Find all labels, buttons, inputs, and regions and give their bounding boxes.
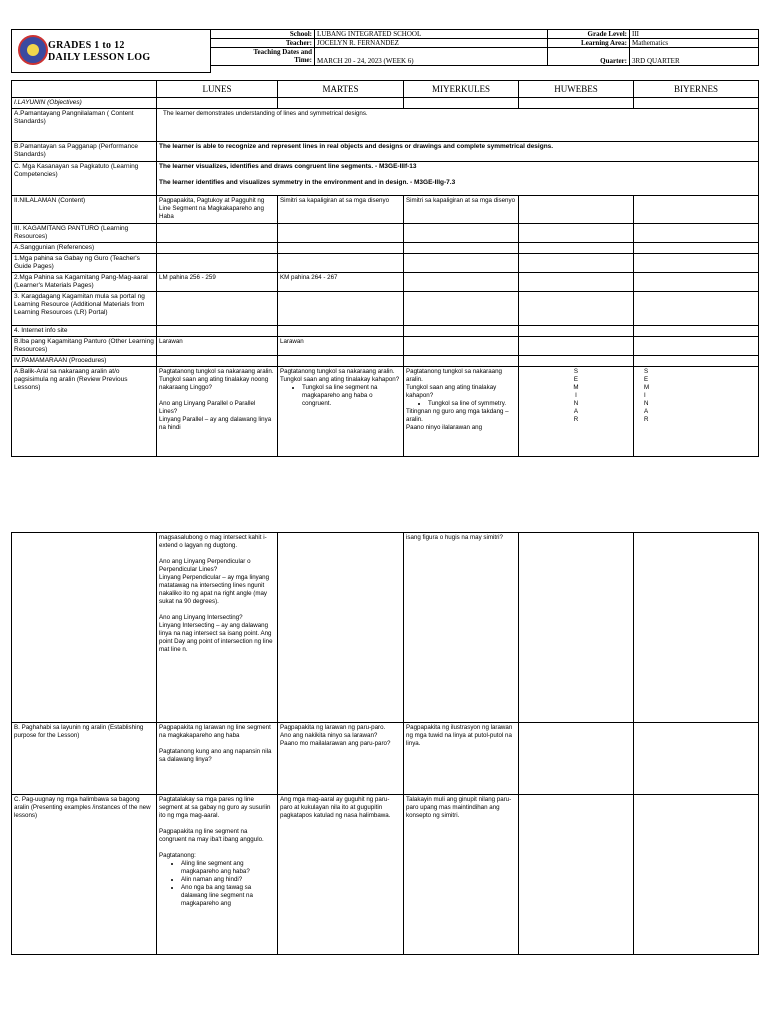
pag-uugnay-label: C. Pag-uugnay ng mga halimbawa sa bagong aralin (Presenting examples /instances of the new lessons) <box>12 795 157 955</box>
day-header-miyerkules: MIYERKULES <box>404 81 519 98</box>
day-header-biyernes: BIYERNES <box>634 81 759 98</box>
logo-box <box>11 29 211 73</box>
teacher-label: Teacher: <box>211 39 315 48</box>
sanggunian-label: A.Sanggunian (References) <box>12 243 157 254</box>
karagdagan-label: 3. Karagdagang Kagamitan mula sa portal ng Learning Resource (Additional Materials from Learning Resources (LR) Portal) <box>12 292 157 326</box>
quarter-value: 3RD QUARTER <box>630 48 759 66</box>
kasanayan-text: The learner visualizes, identifies and draws congruent line segments. - M3GE-IIIf-13 The learner identifies and visualizes symmetry in the environment and in design. - M3GE-IIIg-7.3 <box>157 162 759 196</box>
seminar-letter: E <box>644 376 649 383</box>
seminar-huwebes <box>519 367 634 457</box>
nilalaman-label: II.NILALAMAN (Content) <box>12 196 157 224</box>
kagamitan-mag-martes: KM pahina 264 - 267 <box>278 273 404 292</box>
grade-label: Grade Level: <box>548 30 630 39</box>
seminar-letter: A <box>573 408 579 415</box>
pamantayan-text: The learner demonstrates understanding of lines and symmetrical designs. <box>157 109 759 142</box>
seminar-letter: N <box>573 400 579 407</box>
seminar-letter: I <box>644 392 646 399</box>
day-header-huwebes: HUWEBES <box>519 81 634 98</box>
dates-value: MARCH 20 - 24, 2023 (WEEK 6) <box>315 48 548 66</box>
area-value: Mathematics <box>630 39 759 48</box>
school-label: School: <box>211 30 315 39</box>
logo-title-1: GRADES 1 to 12 <box>48 40 125 51</box>
area-label: Learning Area: <box>548 39 630 48</box>
nilalaman-lunes: Pagpapakita, Pagtukoy at Pagguhit ng Line Segment na Magkakapareho ang Haba <box>157 196 278 224</box>
internet-label: 4. Internet info site <box>12 326 157 337</box>
balik-miyerkules: Pagtatanong tungkol sa nakaraang aralin. Tungkol saan ang ating tinalakay kahapon? • Tungkol sa line of symmetry. Titingnan ng guro ang mga takdang – aralin. Paano ninyo ilalarawan ang <box>404 367 519 457</box>
logo-title-2: DAILY LESSON LOG <box>48 52 151 63</box>
pag-uugnay-miyerkules: Talakayin muli ang ginupit nilang paru-paro upang mas maintindihan ang konsepto ng simitri. <box>404 795 519 955</box>
paghahabi-label: B. Paghahabi sa layunin ng aralin (Establishing purpose for the Lesson) <box>12 723 157 795</box>
teacher-value: JOCELYN R. FERNANDEZ <box>315 39 548 48</box>
seminar-letter: N <box>644 400 649 407</box>
kagamitan-label: III. KAGAMITANG PANTURO (Learning Resources) <box>12 224 157 243</box>
school-value: LUBANG INTEGRATED SCHOOL <box>315 30 548 39</box>
pamamaraan-label: IV.PAMAMARAAN (Procedures) <box>12 356 157 367</box>
grade-value: III <box>630 30 759 39</box>
seminar-letter: S <box>573 368 579 375</box>
seminar-letter: M <box>573 384 579 391</box>
nilalaman-martes: Simitri sa kapaligiran at sa mga disenyo <box>278 196 404 224</box>
balik-lunes-continued: magsasalubong o mag intersect kahit i-extend o lagyan ng dugtong. Ano ang Linyang Perpendicular o Perpendicular Lines? Linyang Perpendicular – ay mga linyang matatawag na intersecting lines ngunit nakaliko ito ng apat na right angle (may sukat na 90 degrees). Ano ang Linyang Intersecting? Linyang Intersecting – ay ang dalawang linya na nag intersect sa isang point. Ang point Day ang point of intersection ng line mat line n. <box>157 533 278 723</box>
gabay-label: 1.Mga pahina sa Gabay ng Guro (Teacher's Guide Pages) <box>12 254 157 273</box>
lesson-table-continued <box>11 532 759 955</box>
deped-seal-icon <box>18 35 48 65</box>
balik-lunes: Pagtatanong tungkol sa nakaraang aralin. Tungkol saan ang ating tinalakay noong nakaraang Linggo? Ano ang Linyang Parallel o Parallel Lines? Linyang Parallel – ay ang dalawang linya na hindi <box>157 367 278 457</box>
pag-uugnay-martes: Ang mga mag-aaral ay guguhit ng paru-paro at kukulayan nila ito at gugupitin pagkatapos katulad ng nasa halimbawa. <box>278 795 404 955</box>
header-info-table <box>210 29 759 66</box>
seminar-letter: S <box>644 368 649 375</box>
iba-label: B.Iba pang Kagamitang Panturo (Other Learning Resources) <box>12 337 157 356</box>
paghahabi-martes: Pagpapakita ng larawan ng paru-paro. Ano ang nakikita ninyo sa larawan? Paano mo mailalarawan ang paru-paro? <box>278 723 404 795</box>
balik-miyerkules-continued: isang figura o hugis na may simitri? <box>404 533 519 723</box>
seminar-letter: R <box>644 416 649 423</box>
kagamitan-mag-lunes: LM pahina 256 - 259 <box>157 273 278 292</box>
pagganap-label: B.Pamantayan sa Pagganap (Performance Standards) <box>12 142 157 162</box>
quarter-label: Quarter: <box>548 48 630 66</box>
pag-uugnay-lunes: Pagtatalakay sa mga pares ng line segment at sa gabay ng guro ay susuriin ito ng mga mag-aaral. Pagpapakita ng line segment na congruent na may iba't ibang anggulo. Pagtatanong: • Aling line segment ang magkapareho ang haba? • Alin naman ang hindi? • Ano nga ba ang tawag sa dalawang line segment na magkapareho ang <box>157 795 278 955</box>
pagganap-text: The learner is able to recognize and represent lines in real objects and designs or drawings and complete symmetrical designs. <box>157 142 759 162</box>
dates-label: Teaching Dates and Time: <box>211 48 315 66</box>
pamantayan-label: A.Pamantayang Pangnilalaman ( Content Standards) <box>12 109 157 142</box>
seminar-letter: R <box>573 416 579 423</box>
iba-martes: Larawan <box>278 337 404 356</box>
paghahabi-lunes: Pagpapakita ng larawan ng line segment na magkakapareho ang haba Pagtatanong kung ano ang napansin nila sa dalawang linya? <box>157 723 278 795</box>
layunin-label: I.LAYUNIN (Objectives) <box>12 98 157 109</box>
iba-lunes: Larawan <box>157 337 278 356</box>
seminar-letter: I <box>575 392 577 399</box>
nilalaman-miyerkules: Simitri sa kapaligiran at sa mga disenyo <box>404 196 519 224</box>
seminar-biyernes <box>634 367 759 457</box>
kasanayan-label: C. Mga Kasanayan sa Pagkatuto (Learning Competencies) <box>12 162 157 196</box>
header <box>11 29 758 73</box>
day-header-martes: MARTES <box>278 81 404 98</box>
paghahabi-miyerkules: Pagpapakita ng ilustrasyon ng larawan ng mga tuwid na linya at putol-putol na linya. <box>404 723 519 795</box>
balik-martes: Pagtatanong tungkol sa nakaraang aralin. Tungkol saan ang ating tinalakay kahapon? • Tungkol sa line segment na magkapareho ang haba o congruent. <box>278 367 404 457</box>
lesson-table <box>11 80 759 457</box>
day-header-lunes: LUNES <box>157 81 278 98</box>
seminar-letter: M <box>644 384 650 391</box>
kagamitan-mag-label: 2.Mga Pahina sa Kagamitang Pang-Mag-aaral (Learner's Materials Pages) <box>12 273 157 292</box>
seminar-letter: E <box>573 376 579 383</box>
balik-label: A.Balik-Aral sa nakaraang aralin at/o pagsisimula ng aralin (Review Previous Lessons) <box>12 367 157 457</box>
corner-cell <box>12 81 157 98</box>
seminar-letter: A <box>644 408 649 415</box>
